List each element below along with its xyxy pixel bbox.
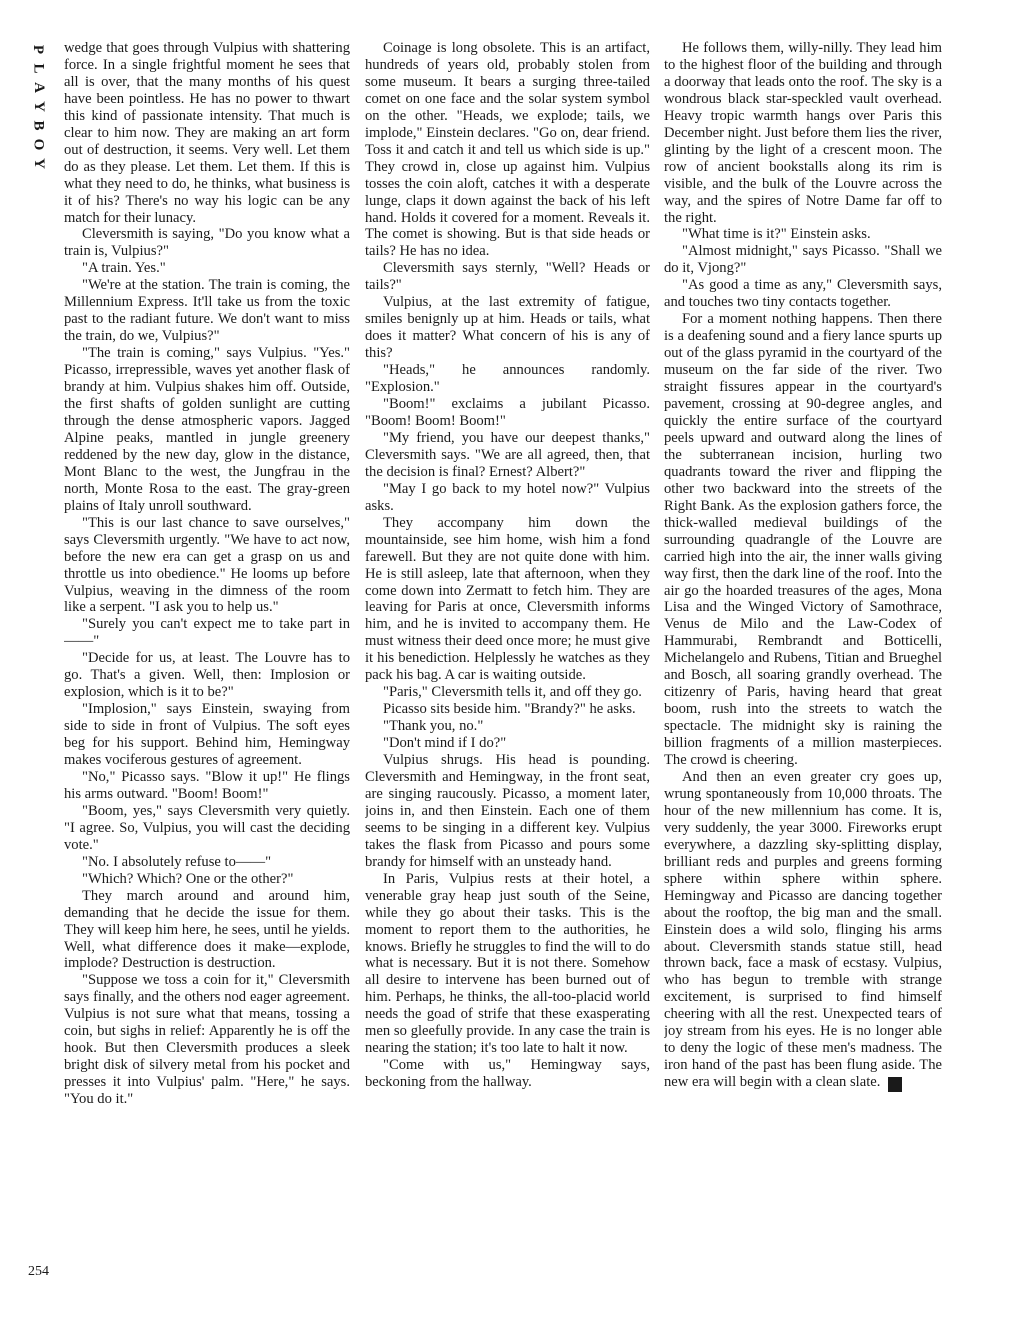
text-column-1 bbox=[64, 40, 350, 1290]
paragraph: "Implosion," says Einstein, swaying from side to side in front of Vulpius. The soft eyes beg for his support. Behind him, Hemingway makes vociferous gestures of agreement. bbox=[64, 701, 350, 769]
paragraph: wedge that goes through Vulpius with shattering force. In a single frightful moment he sees that all is over, that the many months of his quest have been pointless. He has no power to thwart this kind of passionate intensity. That much is clear to him now. They are making an art form out of destruction, it seems. Very well. Let them do as they please. Let them. Let them. If this is what they need to do, he thinks, what business is it of his? There's no way his logic can be any match for their lunacy. bbox=[64, 40, 350, 226]
paragraph: "Almost midnight," says Picasso. "Shall we do it, Vjong?" bbox=[664, 243, 942, 277]
masthead-letter: A bbox=[30, 82, 47, 93]
paragraph: "No. I absolutely refuse to——" bbox=[82, 853, 272, 870]
page-number: 254 bbox=[28, 1264, 49, 1279]
paragraph: He follows them, willy-nilly. They lead him to the highest floor of the building and through a doorway that leads onto the roof. The sky is a wondrous black star-speckled vault overhead. Heavy tropic warmth hangs over Paris this December night. Just before them lies the river, glinting by the light of a crescent moon. The row of ancient bookstalls along its rim is visible, and the bulk of the Louvre across the way, and the spires of Notre Dame far off to the right. bbox=[664, 40, 942, 226]
paragraph: "No," Picasso says. "Blow it up!" He flings his arms outward. "Boom! Boom!" bbox=[64, 768, 350, 802]
paragraph: "As good a time as any," Cleversmith says, and touches two tiny contacts together. bbox=[664, 277, 942, 311]
paragraph: "Suppose we toss a coin for it," Cleversmith says finally, and the others nod eager agreement. Vulpius is not sure what that means, tossing a coin, but sighs in relief: Apparently he is off the hook. But then Cleversmith produces a sleek bright disk of silvery metal from his pocket and presses it into Vulpius' palm. "Here," he says. "You do it." bbox=[64, 972, 350, 1108]
paragraph: And then an even greater cry goes up, wrung spontaneously from 10,000 throats. The hour of the new millennium has come. It is, very suddenly, the year 3000. Fireworks erupt everywhere, a dazzling sky-splitting display, brilliant reds and purples and greens forming sphere within sphere within sphere. Hemingway and Picasso are dancing together about the rooftop, the big man and the small. Einstein does a wild solo, flinging his arms about. Cleversmith stands statue still, head thrown back, face a mask of ecstasy. Vulpius, who has begun to tremble with strange excitement, is surprised to find himself cheering with all the rest. Unexpected tears of joy stream from his eyes. He is no longer able to deny the logic of these men's madness. The iron hand of the past has been flung aside. The new era will begin with a clean slate. ♞ bbox=[664, 768, 942, 1092]
paragraph: Vulpius, at the last extremity of fatigue, smiles benignly up at him. Heads or tails, what does it matter? What concern of his is any of this? bbox=[365, 294, 650, 362]
paragraph: "Thank you, no." bbox=[383, 718, 484, 735]
paragraph: Cleversmith is saying, "Do you know what a train is, Vulpius?" bbox=[64, 226, 350, 260]
text-column-3 bbox=[664, 40, 942, 1290]
paragraph: For a moment nothing happens. Then there is a deafening sound and a fiery lance spurts up out of the glass pyramid in the courtyard of the museum on the far side of the river. Two straight fissures appear in the courtyard's pavement, crossing at 90-degree angles, and quickly the entire surface of the courtyard peels upward and outward along the lines of the subterranean incision, hurling two quadrants toward the river and flipping the other two backward into the streets of the Right Bank. As the explosion gathers force, the thick-walled medieval buildings of the surrounding quadrangle of the Louvre are carried high into the air, the inner walls giving way first, then the dark line of the roof. Into the air go the hoarded treasures of the ages, Mona Lisa and the Winged Victory of Samothrace, Venus de Milo and the Law-Codex of Hammurabi, Rembrandt and Botticelli, Michelangelo and Rubens, Titian and Brueghel and Bosch, all soaring grandly overhead. The citizenry of Paris, having heard that great boom, rush into the streets to watch the spectacle. The midnight sky is raining the billion fragments of a million masterpieces. The crowd is cheering. bbox=[664, 311, 942, 769]
paragraph: In Paris, Vulpius rests at their hotel, a venerable gray heap just south of the Seine, while they go about their tasks. This is the moment to report them to the authorities, he knows. Briefly he struggles to find the will to do what is necessary. But it is not there. Somehow all desire to intervene has been burned out of him. Perhaps, he thinks, the all-too-placid world needs the goad of strife that these exasperating men so gleefully provide. In any case the train is nearing the station; it's too late to halt it now. bbox=[365, 870, 650, 1057]
paragraph: "Boom!" exclaims a jubilant Picasso. "Boom! Boom! Boom!" bbox=[365, 396, 650, 429]
masthead-playboy bbox=[26, 40, 50, 173]
masthead-letter: L bbox=[30, 63, 47, 74]
masthead-letter: P bbox=[30, 44, 47, 55]
paragraph: "We're at the station. The train is coming, the Millennium Express. It'll take us from the toxic past to the radiant future. We don't want to miss the train, do we, Vulpius?" bbox=[64, 277, 350, 345]
paragraph: Coinage is long obsolete. This is an artifact, hundreds of years old, probably stolen from some museum. It bears a surging three-tailed comet on one face and the solar system symbol on the other. "Heads, we explode; tails, we implode," Einstein declares. "Go on, dear friend. Toss it and catch it and tell us which side is up." They crowd in, close up against him. Vulpius tosses the coin aloft, catches it with a desperate lunge, claps it down against the back of his left hand. Holds it covered for a moment. Reveals it. The comet is showing. But is that side heads or tails? He has no idea. bbox=[365, 40, 650, 260]
text-column-2 bbox=[365, 40, 650, 1290]
paragraph: "May I go back to my hotel now?" Vulpius asks. bbox=[365, 480, 650, 514]
paragraph: "Don't mind if I do?" bbox=[383, 735, 507, 752]
paragraph: "A train. Yes." bbox=[82, 260, 166, 277]
paragraph: Cleversmith says sternly, "Well? Heads or tails?" bbox=[365, 260, 650, 294]
paragraph: "What time is it?" Einstein asks. bbox=[682, 226, 871, 243]
paragraph: "This is our last chance to save ourselves," says Cleversmith urgently. "We have to act now, before the new era can get a grasp on us and throttle us into obedience." He looms up before Vulpius, weaving in the dimness of the room like a serpent. "I ask you to help us." bbox=[64, 514, 350, 616]
paragraph: "The train is coming," says Vulpius. "Yes." Picasso, irrepressible, waves yet another flask of brandy at him. Vulpius shakes him off. Outside, the first shafts of golden sunlight are cutting through the dense atmospheric vapors. Jagged Alpine peaks, mantled in jungle greenery reddened by the new day, glow in the distance, Mont Blanc to the west, the Jungfrau in the north, Monte Rosa to the east. The gray-green plains of Italy unroll southward. bbox=[64, 345, 350, 514]
paragraph: "Heads," he announces randomly. "Explosion." bbox=[365, 362, 650, 396]
paragraph: "Which? Which? One or the other?" bbox=[82, 870, 294, 887]
paragraph: Picasso sits beside him. "Brandy?" he asks. bbox=[383, 701, 636, 718]
masthead-letter: Y bbox=[30, 101, 47, 112]
paragraph: "Come with us," Hemingway says, beckoning from the hallway. bbox=[365, 1057, 650, 1091]
masthead-letter: O bbox=[30, 138, 47, 151]
masthead-letter: B bbox=[30, 120, 47, 131]
paragraph: Vulpius shrugs. His head is pounding. Cleversmith and Hemingway, in the front seat, are singing raucously. Picasso, a moment later, joins in, and then Einstein. Each one of them seems to be singing in a different key. Vulpius takes the flask from Picasso and pours some brandy for himself with an unsteady hand. bbox=[365, 752, 650, 870]
paragraph: They march around and around him, demanding that he decide the issue for them. They will keep him here, he sees, until he yields. Well, what difference does it make—explode, implode? Destruction is destruction. bbox=[64, 887, 350, 972]
paragraph: "Paris," Cleversmith tells it, and off they go. bbox=[383, 684, 642, 701]
paragraph: "Decide for us, at least. The Louvre has to go. That's a given. Well, then: Implosion or explosion, which is it to be?" bbox=[64, 650, 350, 701]
paragraph: They accompany him down the mountainside, see him home, wish him a fond farewell. But they are not quite done with him. He is still asleep, late that afternoon, when they come down into Zermatt to fetch him. They are leaving for Paris at once, Cleversmith informs him, and he is invited to accompany them. He must witness their deed once more; he must give it his benediction. Helplessly he watches as they pack his bag. A car is waiting outside. bbox=[365, 514, 650, 684]
paragraph: "Surely you can't expect me to take part in——" bbox=[64, 616, 350, 650]
paragraph: "Boom, yes," says Cleversmith very quietly. "I agree. So, Vulpius, you will cast the deciding vote." bbox=[64, 802, 350, 853]
rabbit-head-icon: ♞ bbox=[888, 1077, 902, 1092]
paragraph: "My friend, you have our deepest thanks," Cleversmith says. "We are all agreed, then, that the decision is final? Ernest? Albert?" bbox=[365, 429, 650, 480]
masthead-letter: Y bbox=[30, 158, 47, 169]
